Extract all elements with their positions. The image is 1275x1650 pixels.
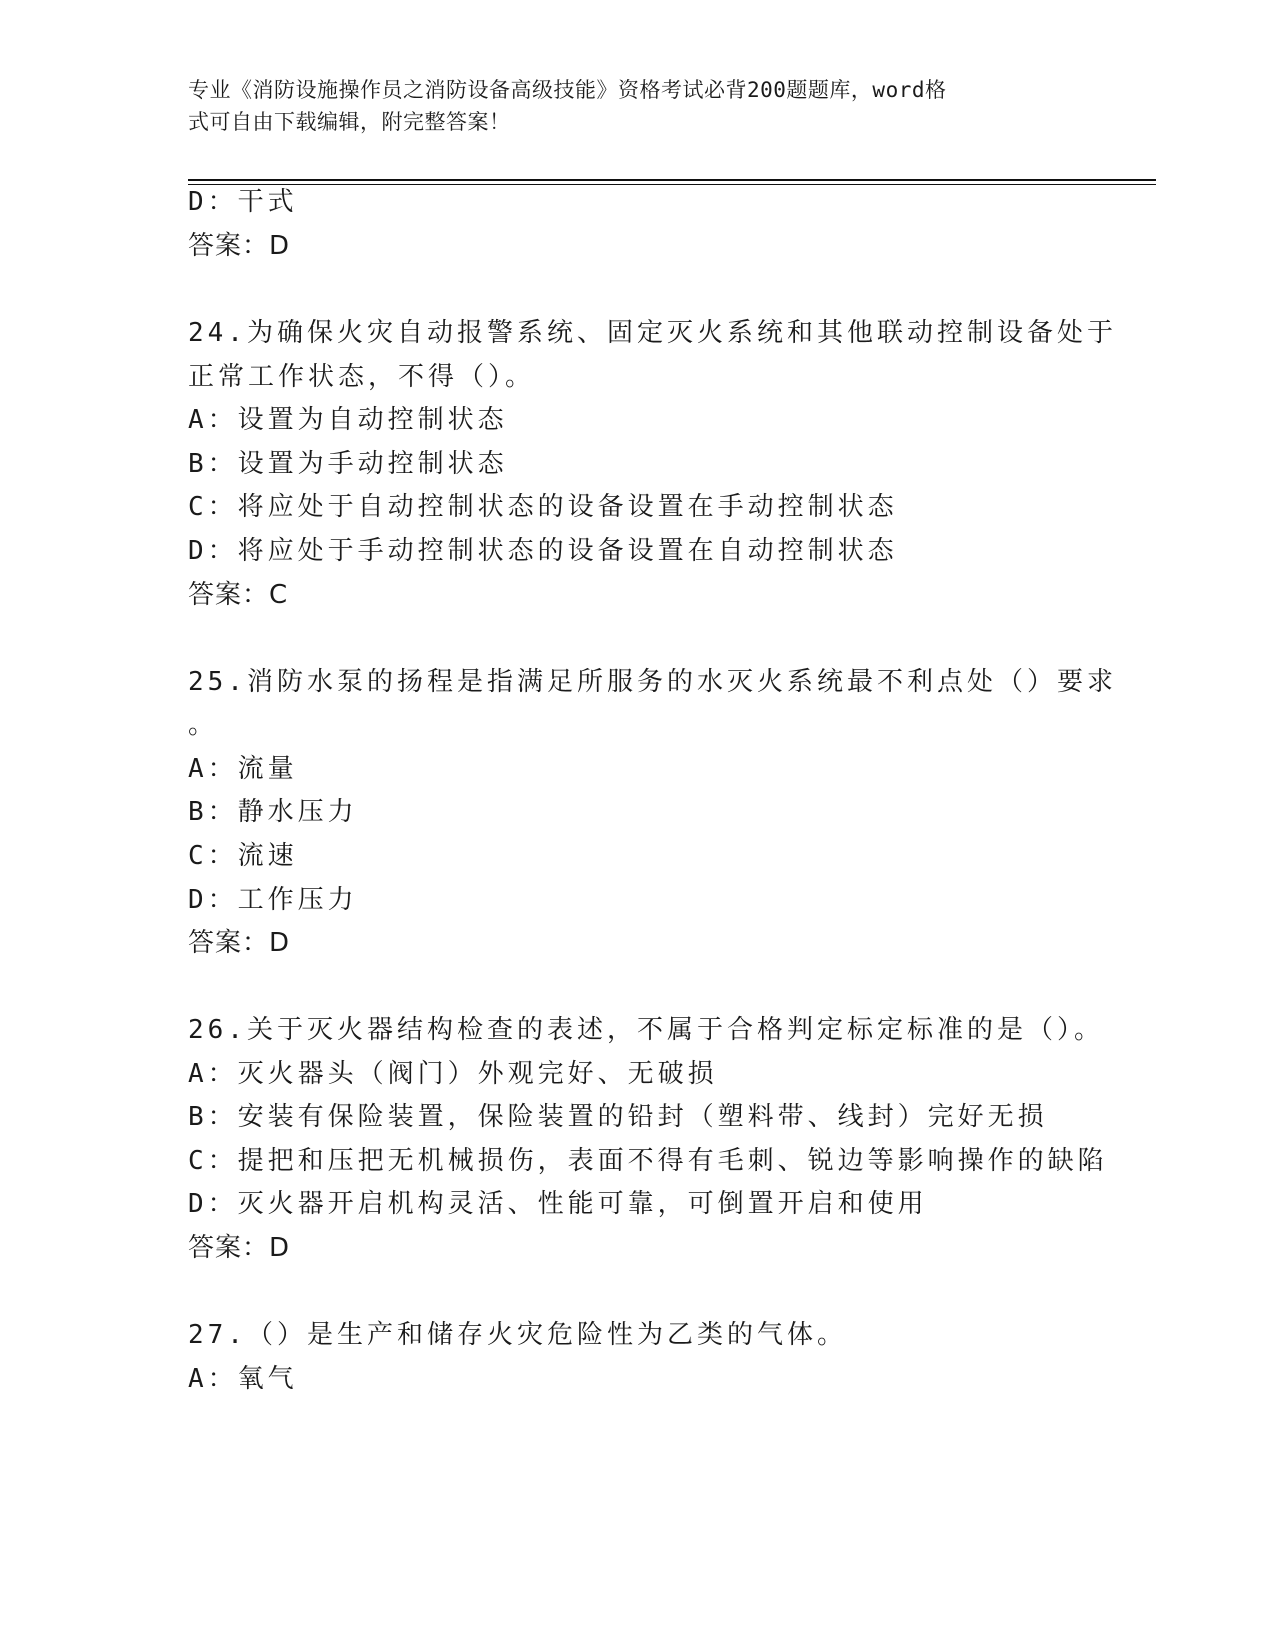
- q25-stem-line1: 25.消防水泵的扬程是指满足所服务的水灭火系统最不利点处（）要求: [188, 667, 1117, 697]
- header-divider-thin: [188, 184, 1156, 185]
- q25-option-b: B：静水压力: [188, 797, 358, 827]
- q24-option-c: C：将应处于自动控制状态的设备设置在手动控制状态: [188, 492, 898, 522]
- document-header: [188, 74, 1068, 138]
- q27-stem-line1: 27.（）是生产和储存火灾危险性为乙类的气体。: [188, 1320, 847, 1350]
- q26-option-d: D：灭火器开启机构灵活、性能可靠，可倒置开启和使用: [188, 1189, 928, 1219]
- q26-option-a: A：灭火器头（阀门）外观完好、无破损: [188, 1059, 718, 1089]
- q24-option-d: D：将应处于手动控制状态的设备设置在自动控制状态: [188, 536, 898, 566]
- q25-option-a: A：流量: [188, 754, 298, 784]
- header-title-line2: 式可自由下载编辑，附完整答案！: [188, 110, 511, 134]
- q24-answer: 答案：C: [188, 580, 289, 610]
- q25-answer: 答案：D: [188, 928, 291, 958]
- q25-stem-line2: 。: [188, 710, 219, 740]
- q23-option-d: D：干式: [188, 187, 298, 217]
- q24-option-a: A：设置为自动控制状态: [188, 405, 508, 435]
- q24-stem-line2: 正常工作状态，不得（）。: [188, 362, 536, 392]
- q26-stem-line1: 26.关于灭火器结构检查的表述，不属于合格判定标定标准的是（）。: [188, 1015, 1104, 1045]
- q25-option-c: C：流速: [188, 841, 298, 871]
- q27-option-a: A：氧气: [188, 1364, 298, 1394]
- q26-option-b: B：安装有保险装置，保险装置的铅封（塑料带、线封）完好无损: [188, 1102, 1048, 1132]
- q25-option-d: D：工作压力: [188, 885, 358, 915]
- q24-stem-line1: 24.为确保火灾自动报警系统、固定灭火系统和其他联动控制设备处于: [188, 318, 1117, 348]
- header-title-line1: 专业《消防设施操作员之消防设备高级技能》资格考试必背200题题库，word格: [188, 78, 947, 102]
- q24-option-b: B：设置为手动控制状态: [188, 449, 508, 479]
- q26-option-c: C：提把和压把无机械损伤，表面不得有毛刺、锐边等影响操作的缺陷: [188, 1146, 1108, 1176]
- header-divider-thick: [188, 179, 1156, 181]
- q26-answer: 答案：D: [188, 1233, 291, 1263]
- q23-answer: 答案：D: [188, 231, 291, 261]
